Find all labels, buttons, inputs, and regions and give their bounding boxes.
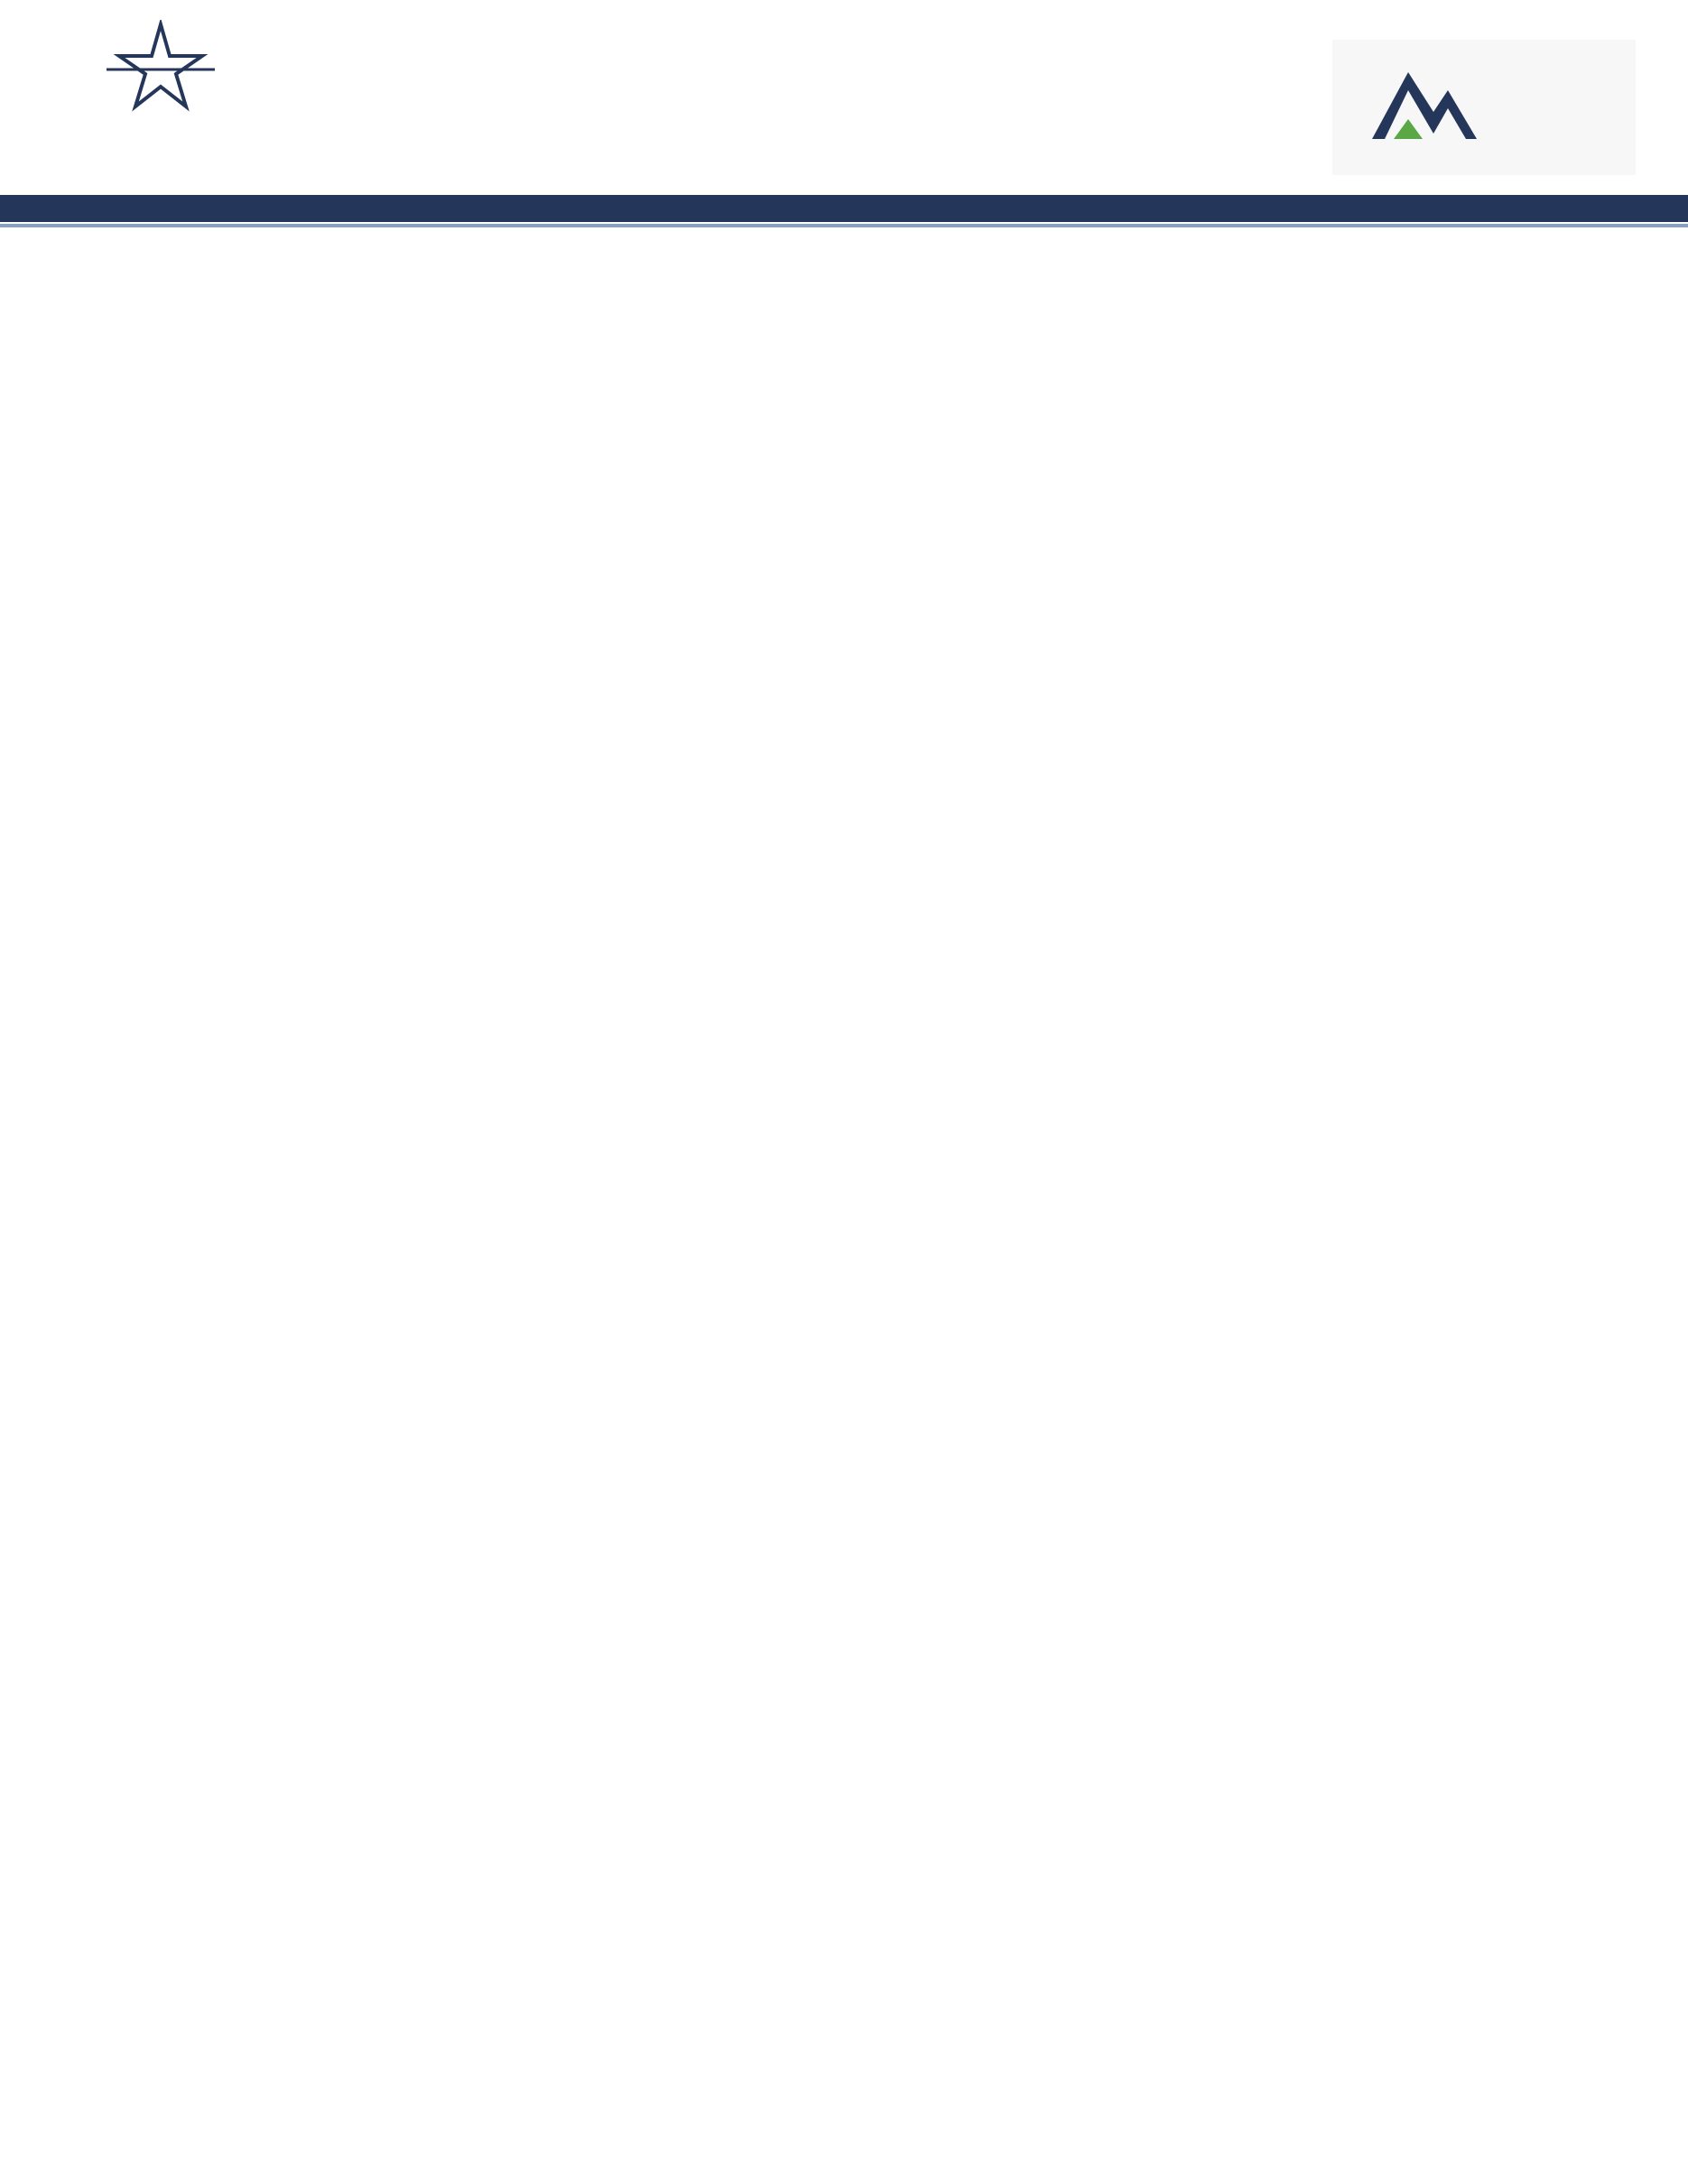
header-divider [0,195,1688,222]
piedmont-logo [1332,40,1636,175]
page-header [0,0,1688,226]
employment-chart [298,1180,1408,2011]
article-body [99,278,1589,294]
chart-svg [298,1180,1408,1993]
mountain-icon [1372,72,1477,139]
cavu-logo [79,20,242,173]
star-icon [119,24,202,106]
